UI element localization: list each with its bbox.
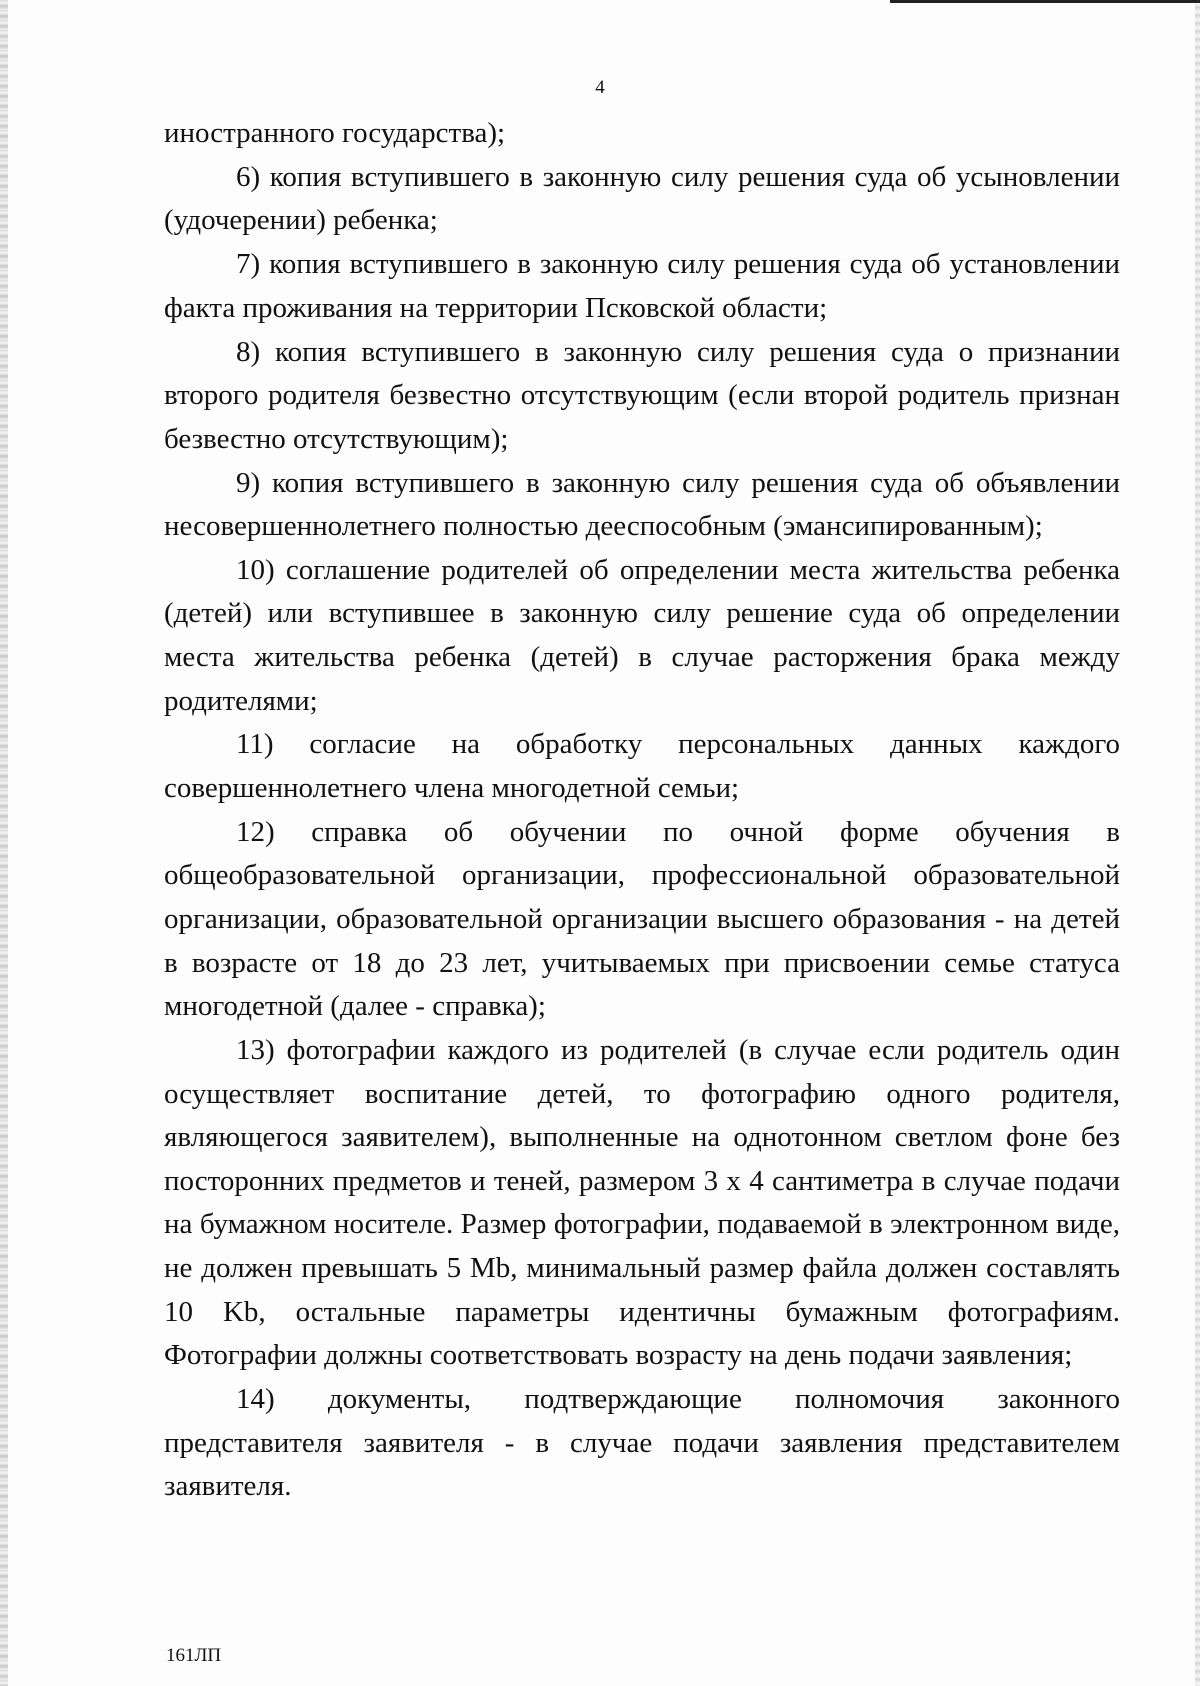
list-item-6: 6) копия вступившего в законную силу решения суда об усыновлении (удочерении) ребенка;	[164, 160, 1120, 237]
paragraph-continuation: иностранного государства);	[164, 117, 506, 149]
scan-edge-top	[890, 0, 1200, 3]
scan-edge-right	[1195, 0, 1200, 1686]
document-body	[164, 112, 1120, 1509]
list-item-9: 9) копия вступившего в законную силу решения суда об объявлении несовершеннолетнего полностью дееспособным (эмансипированным);	[164, 466, 1120, 543]
list-item-13: 13) фотографии каждого из родителей (в случае если родитель один осуществляет воспитание детей, то фотографию одного родителя, являющегося заявителем), выполненные на однотонном светлом фоне без посторонних предметов и теней, размером 3 х 4 сантиметра в случае подачи на бумажном носителе. Размер фотографии, подаваемой в электронном виде, не должен превышать 5 Mb, минимальный размер файла должен составлять 10 Kb, остальные параметры идентичны бумажным фотографиям. Фотографии должны соответствовать возрасту на день подачи заявления;	[164, 1033, 1120, 1372]
list-item-8: 8) копия вступившего в законную силу решения суда о признании второго родителя безвестно отсутствующим (если второй родитель признан безвестно отсутствующим);	[164, 335, 1120, 455]
list-item-7: 7) копия вступившего в законную силу решения суда об установлении факта проживания на территории Псковской области;	[164, 248, 1120, 324]
list-item-11: 11) согласие на обработку персональных данных каждого совершеннолетнего члена многодетной семьи;	[164, 728, 1120, 805]
list-item-12: 12) справка об обучении по очной форме обучения в общеобразовательной организации, профессиональной образовательной организации, образовательной организации высшего образования - на детей в возрасте от 18 до 23 лет, учитываемых при присвоении семье статуса многодетной (далее - справка);	[164, 815, 1120, 1023]
scan-edge-left	[0, 0, 8, 1686]
list-item-14: 14) документы, подтверждающие полномочия законного представителя заявителя - в случае подачи заявления представителем заявителя.	[164, 1382, 1120, 1503]
page-number: 4	[595, 77, 605, 98]
list-item-10: 10) соглашение родителей об определении места жительства ребенка (детей) или вступившее в законную силу решение суда об определении места жительства ребенка (детей) в случае расторжения брака между родителями;	[164, 553, 1120, 717]
document-code: 161ЛП	[166, 1645, 222, 1666]
